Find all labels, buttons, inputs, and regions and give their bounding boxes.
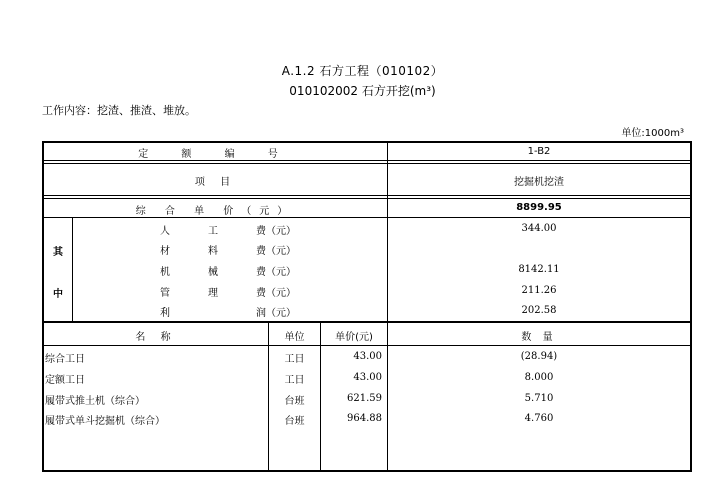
breakdown-c3: 费（元） — [256, 288, 296, 299]
among-char-2: 中 — [53, 289, 63, 300]
breakdown-c3: 润（元） — [256, 308, 296, 319]
resource-name: 定额工日 — [45, 375, 85, 386]
quota-code-value: 1-B2 — [527, 146, 551, 157]
breakdown-c2: 料 — [208, 246, 218, 257]
breakdown-c2: 工 — [208, 226, 218, 237]
resource-unit: 工日 — [284, 375, 305, 386]
resource-name: 履带式单斗挖掘机（综合） — [45, 416, 165, 427]
resource-price: 43.00 — [353, 351, 382, 362]
resource-name: 综合工日 — [45, 354, 85, 365]
resource-price: 621.59 — [347, 393, 382, 404]
col-unit-header: 单位 — [284, 332, 305, 343]
col-qty-header: 数 量 — [521, 332, 557, 343]
resource-name: 履带式推土机（综合） — [45, 396, 145, 407]
item-value: 挖掘机挖渣 — [514, 177, 564, 188]
total-price-value: 8899.95 — [516, 202, 562, 213]
resource-price: 964.88 — [347, 413, 382, 424]
resource-qty: 8.000 — [524, 372, 554, 383]
among-char-1: 其 — [53, 247, 63, 258]
breakdown-value: 202.58 — [521, 305, 557, 316]
breakdown-c3: 费（元） — [256, 246, 296, 257]
quota-code-label: 定 额 编 号 — [138, 149, 293, 160]
breakdown-c2: 械 — [208, 267, 218, 278]
breakdown-c3: 费（元） — [256, 226, 296, 237]
breakdown-c3: 费（元） — [256, 267, 296, 278]
unit-label: 单位:1000m³ — [621, 128, 684, 139]
breakdown-c1: 材 — [160, 246, 170, 257]
breakdown-c1: 机 — [160, 267, 170, 278]
col-price-header: 单价(元) — [335, 332, 373, 343]
col-name-header: 名 称 — [135, 332, 177, 343]
total-price-label: 综 合 单 价（元） — [135, 206, 296, 217]
breakdown-c1: 利 — [160, 308, 170, 319]
section-title: A.1.2 石方工程（010102） — [281, 64, 444, 78]
work-content: 工作内容：挖渣、推渣、堆放。 — [42, 104, 196, 117]
resource-qty: 4.760 — [524, 413, 554, 424]
resource-price: 43.00 — [353, 372, 382, 383]
item-title: 010102002 石方开挖(m³) — [289, 84, 436, 98]
breakdown-value: 211.26 — [521, 285, 557, 296]
breakdown-c1: 管 — [160, 288, 170, 299]
breakdown-c2: 理 — [208, 288, 218, 299]
resource-unit: 台班 — [284, 396, 305, 407]
breakdown-value: 8142.11 — [518, 264, 560, 275]
breakdown-c1: 人 — [160, 226, 170, 237]
resource-unit: 台班 — [284, 416, 305, 427]
breakdown-value: 344.00 — [521, 223, 557, 234]
resource-unit: 工日 — [284, 354, 305, 365]
resource-qty: 5.710 — [524, 393, 554, 404]
resource-qty: (28.94) — [520, 351, 558, 362]
item-label: 项 目 — [194, 177, 237, 188]
